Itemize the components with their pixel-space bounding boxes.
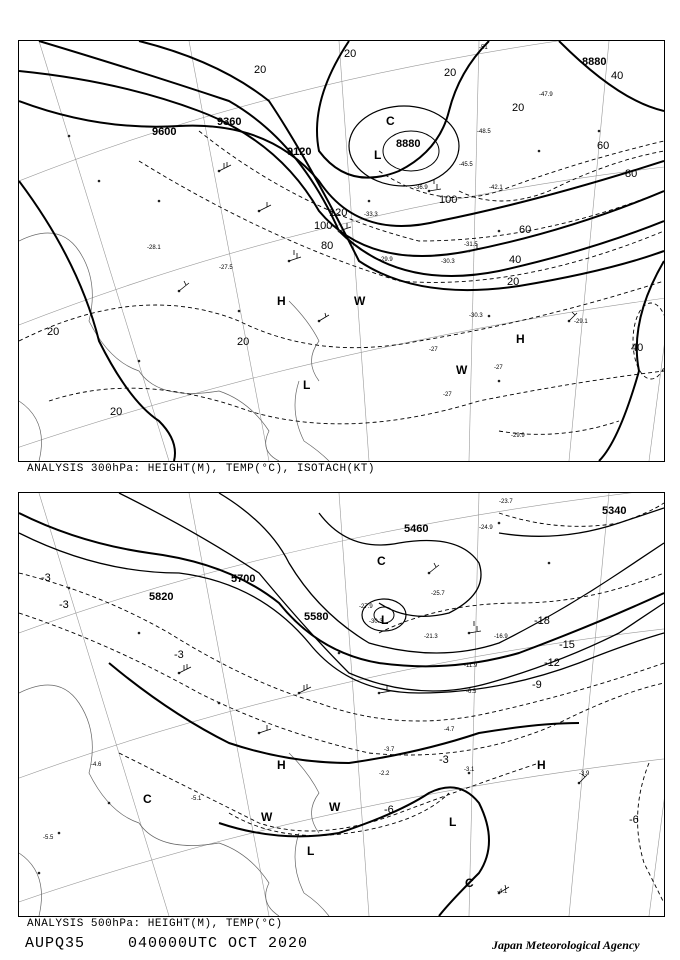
pressure-systems (277, 114, 525, 392)
height-contour (19, 181, 175, 461)
height-label: 9360 (217, 116, 242, 128)
coastline-path (289, 753, 319, 833)
wind-barb (259, 725, 271, 733)
low-center-marker: L (374, 148, 382, 162)
low-center-marker: L (307, 844, 315, 858)
height-contour (139, 41, 664, 290)
isotach-label: 100 (439, 194, 458, 206)
graticule (19, 493, 664, 916)
station-dot (158, 200, 161, 203)
temp-label: -45.5 (459, 162, 473, 168)
obs-label: -16.9 (494, 634, 508, 640)
temp-label: -28.1 (147, 245, 161, 251)
longitude-line (39, 493, 169, 916)
height-label: 5700 (231, 573, 256, 585)
coastline-path (295, 381, 329, 461)
temp-label: -51 (479, 45, 488, 51)
isotach-label: 60 (597, 140, 610, 152)
obs-label: -2.2 (379, 771, 390, 777)
obs-label: -11.9 (464, 663, 478, 669)
isotach-label: 20 (237, 336, 250, 348)
temp-label: -48.5 (477, 129, 491, 135)
height-label: 5460 (404, 523, 429, 535)
wind-barb (289, 250, 301, 261)
latitude-line (19, 41, 664, 181)
wind-barb (179, 664, 191, 673)
height-contours (19, 493, 664, 693)
longitude-line (649, 81, 664, 461)
high-center-marker: H (537, 758, 546, 772)
isotherm-label: -6 (629, 814, 639, 826)
isotach-label: 40 (509, 254, 522, 266)
height-contour (317, 41, 489, 178)
longitude-line (189, 41, 269, 461)
wind-barb (299, 684, 311, 693)
obs-label: -4.6 (91, 762, 102, 768)
height-contours-thick (19, 513, 664, 916)
station-dot (68, 587, 71, 590)
low-center-marker: L (303, 378, 311, 392)
height-labels (149, 505, 626, 623)
isotach-line (139, 161, 664, 282)
isotach-label: 20 (254, 64, 267, 76)
station-dot (138, 360, 141, 363)
wind-barbs (179, 162, 577, 321)
temp-label: -29.9 (511, 433, 525, 439)
isotach-label: 80 (321, 240, 334, 252)
wind-barb (259, 202, 271, 211)
station-dot (68, 135, 71, 138)
temp-label: -31.5 (464, 242, 478, 248)
station-dot (238, 310, 241, 313)
isotach-label: 20 (507, 276, 520, 288)
temp-label: -47.9 (539, 92, 553, 98)
isotherm-label: -12 (544, 657, 560, 669)
height-contour (109, 663, 579, 763)
temp-label: -29.9 (379, 257, 393, 263)
isotherm-labels (41, 572, 639, 826)
latitude-line (19, 161, 664, 341)
obs-label: -23.7 (499, 499, 513, 505)
latitude-line (19, 753, 664, 916)
height-contour (219, 493, 664, 653)
station-dot (138, 632, 141, 635)
temp-label: -33.3 (364, 212, 378, 218)
low-center-marker: L (449, 815, 457, 829)
agency-credit: Japan Meteorological Agency (492, 938, 640, 952)
isotach-label: 20 (110, 406, 123, 418)
station-dot (548, 562, 551, 565)
isotherm-label: -15 (559, 639, 575, 651)
height-labels (152, 56, 606, 158)
chart-caption-500hpa: ANALYSIS 500hPa: HEIGHT(M), TEMP(°C) (27, 918, 283, 930)
temp-label: -29.1 (574, 319, 588, 325)
warm-center-marker: W (261, 810, 273, 824)
wind-barb (469, 621, 481, 633)
temp-label: -27 (443, 392, 452, 398)
isotach-label: 40 (611, 70, 624, 82)
isotach-label: 20 (444, 67, 457, 79)
wind-barb (319, 313, 329, 321)
isotach-label: 100 (314, 220, 333, 232)
height-contour (219, 787, 489, 916)
longitude-line (649, 533, 664, 916)
isotach-lines (19, 131, 664, 434)
isotherm-label: -9 (532, 679, 542, 691)
cold-center-marker: C (386, 114, 395, 128)
map-500hpa-canvas (19, 493, 664, 916)
isotach-label: 40 (631, 342, 644, 354)
temp-label: -27 (429, 347, 438, 353)
station-dot (218, 702, 221, 705)
wind-barb (179, 281, 189, 291)
graticule (19, 41, 664, 461)
isotach-label: 20 (47, 326, 60, 338)
chart-caption-300hpa: ANALYSIS 300hPa: HEIGHT(M), TEMP(°C), ISOTACH(KT) (27, 463, 375, 475)
temp-label: -27 (494, 365, 503, 371)
isotherm-lines (19, 503, 664, 903)
isotach-label: 80 (625, 168, 638, 180)
high-center-marker: H (277, 758, 286, 772)
station-dot (498, 230, 501, 233)
isotherm-label: -18 (534, 615, 550, 627)
isotach-line (19, 281, 664, 348)
wind-barb (219, 162, 231, 171)
cold-center-marker: C (143, 792, 152, 806)
temp-label: -42.1 (489, 185, 503, 191)
temp-label: -36.9 (414, 185, 428, 191)
cold-center-marker: C (465, 876, 474, 890)
obs-label: -21.3 (424, 634, 438, 640)
height-label: 9600 (152, 126, 177, 138)
map-300hpa-canvas (19, 41, 664, 461)
height-contour (319, 513, 481, 616)
coastline-path (19, 401, 42, 461)
station-plots (38, 522, 581, 895)
height-label: 8880 (582, 56, 607, 68)
coastline (19, 233, 329, 461)
cold-center-marker: C (377, 554, 386, 568)
warm-center-marker: W (354, 294, 366, 308)
height-contours (19, 41, 664, 461)
longitude-line (569, 493, 609, 916)
obs-label: -5.5 (43, 835, 54, 841)
obs-label: -30.3 (369, 619, 383, 625)
station-dot (58, 832, 61, 835)
obs-label: -6.5 (466, 689, 477, 695)
obs-label: -3.7 (384, 747, 395, 753)
obs-label: -3.9 (579, 771, 590, 777)
coastline-path (19, 853, 42, 916)
station-dot (338, 652, 341, 655)
high-center-marker: H (277, 294, 286, 308)
station-dot (108, 802, 111, 805)
isotherm-line (499, 503, 664, 526)
latitude-line (19, 291, 664, 461)
high-center-marker: H (516, 332, 525, 346)
obs-label: -4.7 (444, 727, 455, 733)
obs-label: -4.1 (497, 889, 508, 895)
temp-label: -27.5 (219, 265, 233, 271)
isotherm-label: -3 (41, 572, 51, 584)
station-dot (538, 150, 541, 153)
longitude-line (339, 493, 369, 916)
obs-label: -3.1 (464, 767, 475, 773)
isotherm-label: -3 (439, 754, 449, 766)
isotherm-line (119, 753, 539, 831)
isotach-label: 60 (519, 224, 532, 236)
obs-label: -5.1 (191, 796, 202, 802)
height-label: 8880 (396, 138, 421, 150)
map-300hpa (18, 40, 665, 462)
isotherm-label: -3 (59, 599, 69, 611)
station-dot (488, 315, 491, 318)
warm-center-marker: W (456, 363, 468, 377)
isotherm-line (379, 573, 664, 633)
isotach-label: 20 (512, 102, 525, 114)
isotach-label: 120 (329, 207, 348, 219)
obs-label: -25.7 (431, 591, 445, 597)
obs-label: -27.9 (359, 604, 373, 610)
low-center-marker: L (381, 613, 389, 627)
station-dot (38, 872, 41, 875)
wind-barb (429, 563, 439, 573)
warm-center-marker: W (329, 800, 341, 814)
station-dot (498, 522, 501, 525)
temp-label: -30.3 (441, 259, 455, 265)
height-label: 9120 (287, 146, 312, 158)
station-dot (598, 130, 601, 133)
isotherm-label: -3 (174, 649, 184, 661)
map-500hpa (18, 492, 665, 917)
coastline (19, 685, 329, 916)
bulletin-code: AUPQ35 (25, 935, 86, 952)
valid-time: 040000UTC OCT 2020 (128, 935, 309, 952)
station-dot (98, 180, 101, 183)
coastline-path (289, 301, 319, 381)
isotherm-label: -6 (384, 804, 394, 816)
station-dot (368, 200, 371, 203)
height-contour (499, 508, 664, 536)
obs-label: -24.9 (479, 525, 493, 531)
latitude-line (19, 493, 664, 633)
isotach-label: 20 (344, 48, 357, 60)
temp-label: -30.3 (469, 313, 483, 319)
height-label: 5340 (602, 505, 627, 517)
height-label: 5580 (304, 611, 329, 623)
station-dot (498, 380, 501, 383)
isotach-line (49, 371, 664, 424)
height-label: 5820 (149, 591, 174, 603)
pressure-systems (143, 554, 546, 890)
